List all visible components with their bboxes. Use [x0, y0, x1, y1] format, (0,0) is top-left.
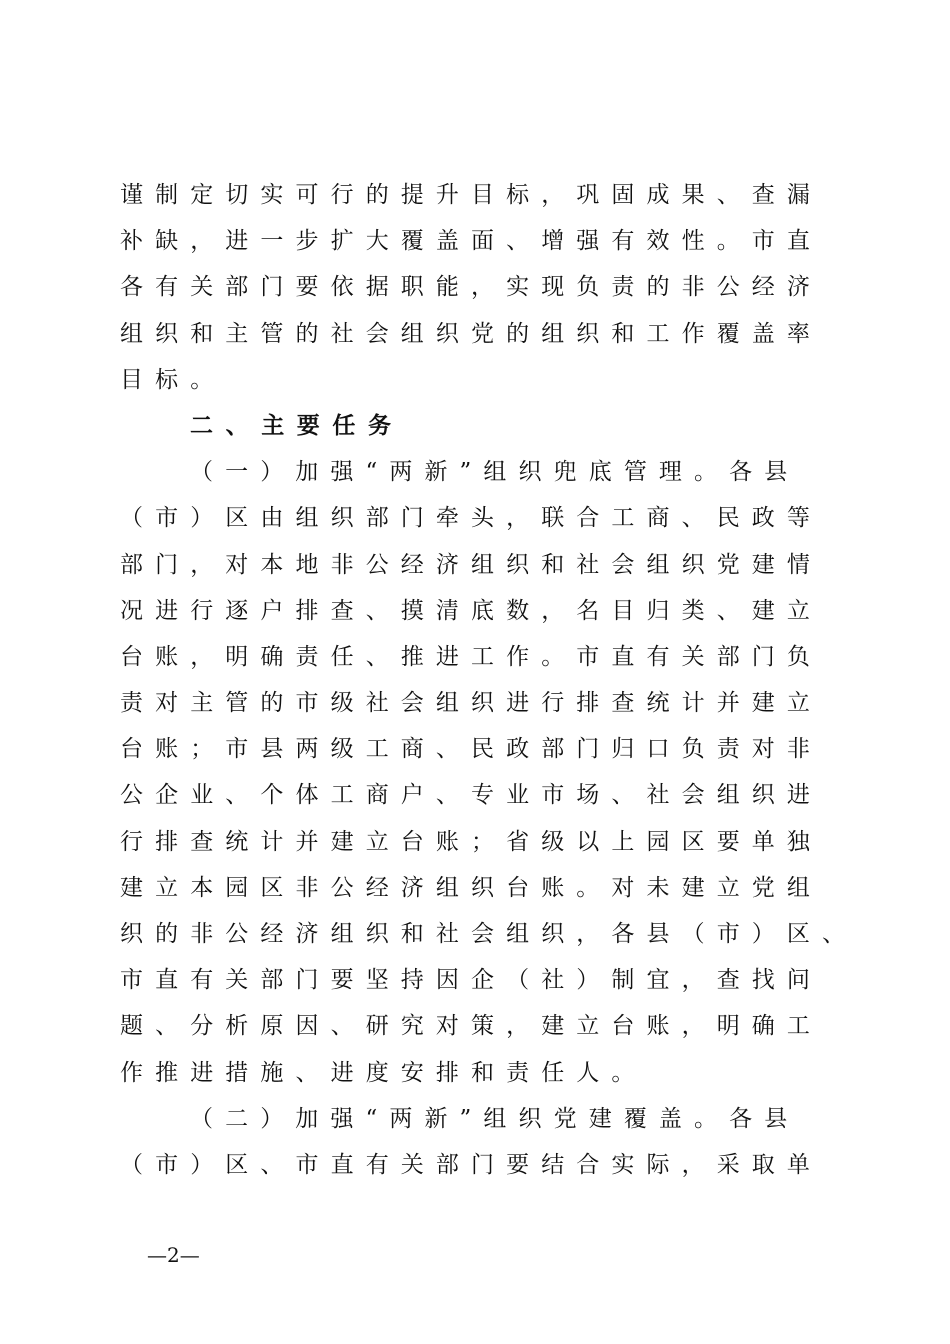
body-line: 织的非公经济组织和社会组织，各县（市）区、: [120, 921, 858, 947]
body-line: （市）区由组织部门牵头，联合工商、民政等: [120, 505, 822, 532]
body-line: 市直有关部门要坚持因企（社）制宜，查找问: [120, 967, 822, 994]
subsection-first-line: （一）加强“两新”组织兜底管理。各县: [190, 459, 800, 486]
body-line: 台账；市县两级工商、民政部门归口负责对非: [120, 736, 822, 763]
body-line: 部门，对本地非公经济组织和社会组织党建情: [120, 551, 822, 578]
document-body: [120, 172, 858, 1188]
subsection-first-line: （二）加强“两新”组织党建覆盖。各县: [190, 1105, 800, 1132]
body-line: 建立本园区非公经济组织台账。对未建立党组: [120, 874, 822, 901]
body-line: 行排查统计并建立台账；省级以上园区要单独: [120, 828, 822, 855]
body-line: 各有关部门要依据职能，实现负责的非公经济: [120, 274, 822, 301]
body-line: 台账，明确责任、推进工作。市直有关部门负: [120, 643, 822, 670]
body-line: 谨制定切实可行的提升目标，巩固成果、查漏: [120, 182, 822, 208]
section-heading: 二、主要任务: [190, 412, 404, 439]
body-line: 补缺，进一步扩大覆盖面、增强有效性。市直: [120, 228, 822, 255]
body-line: 况进行逐户排查、摸清底数，名目归类、建立: [120, 597, 822, 624]
body-line: 组织和主管的社会组织党的组织和工作覆盖率: [120, 320, 822, 347]
body-line: （市）区、市直有关部门要结合实际，采取单: [120, 1151, 822, 1178]
body-line: 公企业、个体工商户、专业市场、社会组织进: [120, 782, 822, 809]
body-line: 作推进措施、进度安排和责任人。: [120, 1059, 647, 1086]
body-line: 题、分析原因、研究对策，建立台账，明确工: [120, 1013, 822, 1040]
page-number: —2—: [147, 1243, 200, 1267]
body-line: 目标。: [120, 366, 226, 393]
body-line: 责对主管的市级社会组织进行排查统计并建立: [120, 690, 822, 717]
